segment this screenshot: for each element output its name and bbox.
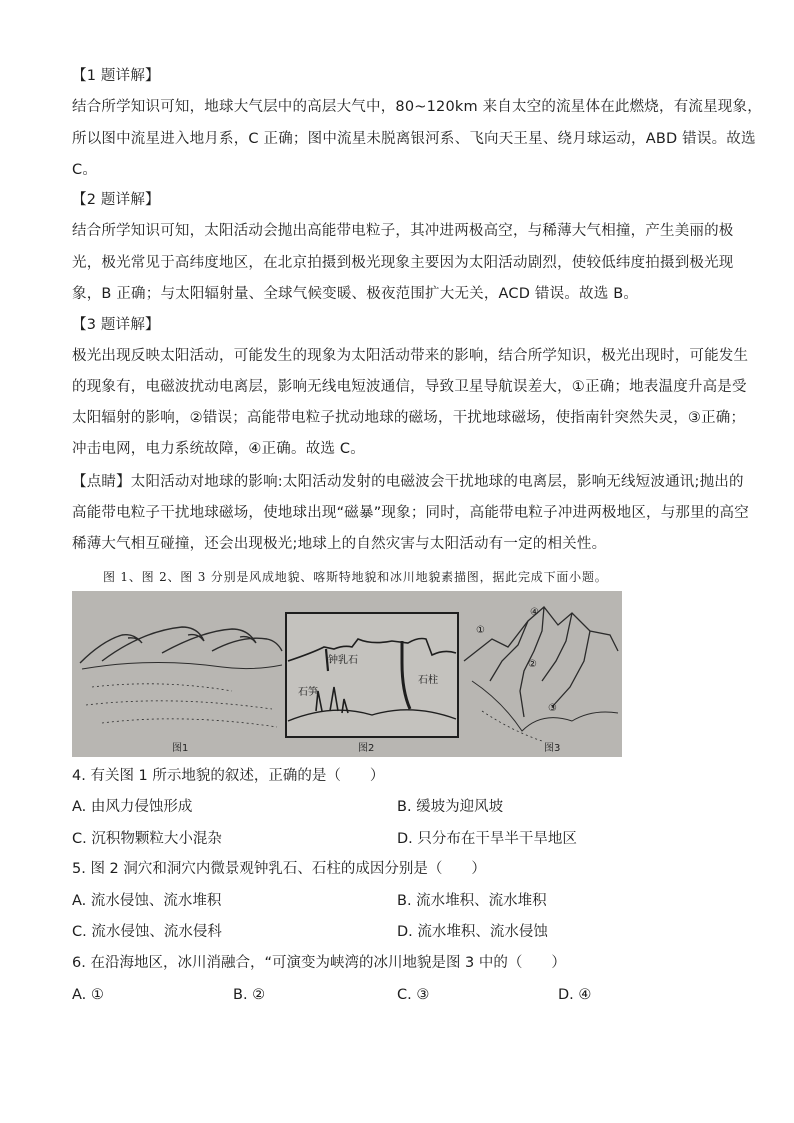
paragraph-line: 光，极光常见于高纬度地区，在北京拍摄到极光现象主要因为太阳活动剧烈，使较低纬度拍摄到极光现 [72, 255, 734, 271]
paragraph-line: 结合所学知识可知，太阳活动会抛出高能带电粒子，其冲进两极高空，与稀薄大气相撞，产生美丽的极 [72, 223, 734, 239]
mark-3: ③ [548, 703, 557, 714]
paragraph-line: 所以图中流星进入地月系，C 正确；图中流星未脱离银河系、飞向天王星、绕月球运动，ABD 错误。故选 [72, 131, 756, 147]
label-stalagmite: 石笋 [298, 687, 318, 698]
paragraph-line: C。 [72, 162, 98, 178]
question-6-option-d[interactable]: D. ④ [558, 987, 592, 1003]
panel-1-dunes [80, 627, 282, 727]
label-pillar: 石柱 [418, 675, 438, 686]
paragraph-line: 结合所学知识可知，地球大气层中的高层大气中，80~120km 来自太空的流星体在此燃烧，有流星现象， [72, 99, 762, 115]
mark-1: ① [476, 625, 485, 636]
label-stalactite: 钟乳石 [328, 655, 358, 666]
paragraph-line: 极光出现反映太阳活动，可能发生的现象为太阳活动带来的影响，结合所学知识，极光出现时，可能发生 [72, 348, 749, 364]
mark-2: ② [528, 659, 537, 670]
panel-3-glacier [464, 607, 618, 741]
question-6-stem: 6. 在沿海地区，冰川消融合，“可演变为峡湾的冰川地貌是图 3 中的（ ） [72, 955, 566, 971]
question-5-option-c[interactable]: C. 流水侵蚀、流水侵科 [72, 924, 222, 940]
panel-2-label: 图2 [358, 743, 375, 754]
paragraph-line: 冲击电网，电力系统故障，④正确。故选 C。 [72, 441, 365, 457]
question-4-option-b[interactable]: B. 缓坡为迎风坡 [397, 799, 504, 815]
landform-sketch-figure [72, 591, 622, 757]
question-5-stem: 5. 图 2 洞穴和洞穴内微景观钟乳石、石柱的成因分别是（ ） [72, 861, 486, 877]
mark-4: ④ [530, 607, 539, 618]
question-4-stem: 4. 有关图 1 所示地貌的叙述，正确的是（ ） [72, 768, 385, 784]
key-point-line: 高能带电粒子干扰地球磁场，使地球出现“磁暴”现象；同时，高能带电粒子冲进两极地区，与那里的高空 [72, 505, 749, 521]
question-5-option-b[interactable]: B. 流水堆积、流水堆积 [397, 893, 547, 909]
paragraph-line: 的现象有，电磁波扰动电离层，影响无线电短波通信，导致卫星导航误差大，①正确；地表温度升高是受 [72, 379, 747, 395]
landform-sketch-svg [72, 591, 622, 757]
question-4-option-a[interactable]: A. 由风力侵蚀形成 [72, 799, 193, 815]
section-heading: 【2 题详解】 [72, 192, 160, 208]
question-6-option-a[interactable]: A. ① [72, 987, 104, 1003]
question-4-option-d[interactable]: D. 只分布在干旱半干旱地区 [397, 831, 577, 847]
paragraph-line: 象，B 正确；与太阳辐射量、全球气候变暖、极夜范围扩大无关，ACD 错误。故选 B。 [72, 286, 639, 302]
section-heading: 【3 题详解】 [72, 317, 160, 333]
figure-caption: 图 1、图 2、图 3 分别是风成地貌、喀斯特地貌和冰川地貌素描图，据此完成下面小题。 [103, 570, 608, 584]
paragraph-line: 太阳辐射的影响，②错误；高能带电粒子扰动地球的磁场，干扰地球磁场，使指南针突然失灵，③正确； [72, 410, 746, 426]
section-heading: 【1 题详解】 [72, 68, 160, 84]
question-6-option-b[interactable]: B. ② [233, 987, 266, 1003]
key-point-line: 【点睛】太阳活动对地球的影响:太阳活动发射的电磁波会干扰地球的电离层，影响无线短波通讯;抛出的 [72, 474, 744, 490]
question-4-option-c[interactable]: C. 沉积物颗粒大小混杂 [72, 831, 222, 847]
panel-3-label: 图3 [544, 743, 561, 754]
question-5-option-d[interactable]: D. 流水堆积、流水侵蚀 [397, 924, 548, 940]
question-6-option-c[interactable]: C. ③ [397, 987, 430, 1003]
key-point-line: 稀薄大气相互碰撞，还会出现极光;地球上的自然灾害与太阳活动有一定的相关性。 [72, 536, 607, 552]
question-5-option-a[interactable]: A. 流水侵蚀、流水堆积 [72, 893, 222, 909]
panel-1-label: 图1 [172, 743, 189, 754]
